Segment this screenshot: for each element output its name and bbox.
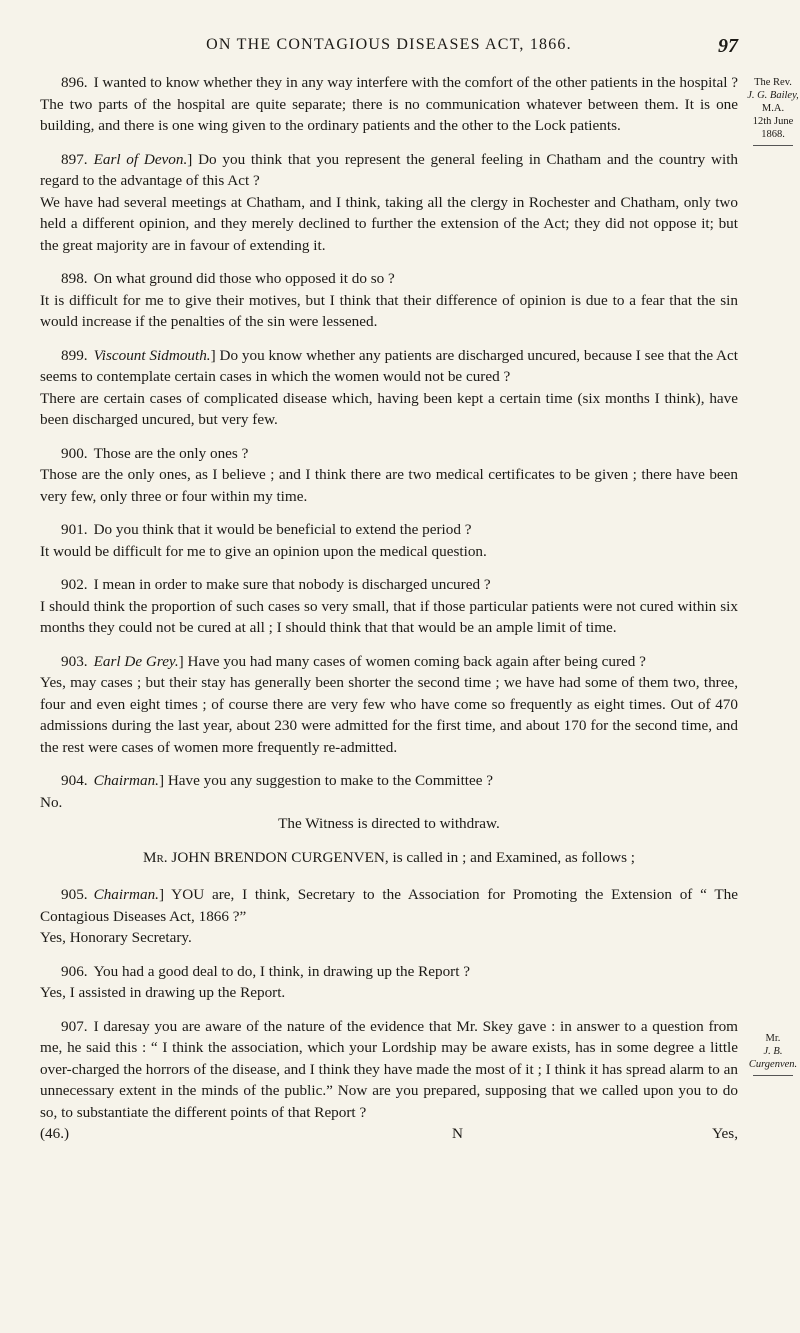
question-number: 902. xyxy=(61,576,88,593)
question-number: 906. xyxy=(61,962,88,980)
sheet-mark: N xyxy=(452,1125,463,1142)
running-title: ON THE CONTAGIOUS DISEASES ACT, 1866. xyxy=(206,36,572,53)
question-number: 905. xyxy=(61,886,88,903)
margin-note-name: J. G. Bailey, xyxy=(747,90,799,101)
margin-note-line: Mr. xyxy=(765,1033,781,1044)
evidence-entry xyxy=(40,519,738,562)
signature-mark: (46.) xyxy=(40,1125,70,1142)
evidence-entry: 897. Earl of Devon.] Do you think that you represent the general feeling in Chatham and the country with regard to the advantage of this Act ? We have had several meetings at Chatham, and I think, taking all the clergy in Rochester and Chatham, only two held a different opinion, and they merely declined to further the extension of the Act; they did not oppose it; but the great majority are in favour of extending it. xyxy=(40,149,738,257)
answer-text: I should think the proportion of such cases so very small, that if those particular patients were not cured within six months they could not be cured at all ; I should think that that would be an ample limit of time. xyxy=(40,597,738,636)
evidence-entry xyxy=(40,268,738,333)
speaker-name: Viscount Sidmouth. xyxy=(93,346,211,364)
answer-text: Yes, may cases ; but their stay has generally been shorter the second time ; we have had some of them two, three, four and even eight times ; of course there are very few who have come so frequently as eight times. Out of 470 admissions during the last year, about 230 were admitted for the first time, and about 170 for the second time, and the rest were cases of women more frequently re-admitted. xyxy=(40,674,738,756)
margin-rule xyxy=(753,1075,793,1076)
page-number: 97 xyxy=(718,35,738,57)
margin-note-witness-curgenven xyxy=(743,1032,800,1076)
evidence-entry xyxy=(40,72,738,137)
margin-rule xyxy=(753,145,793,146)
question-text: Do you think that it would be beneficial to extend the period ? xyxy=(93,521,472,538)
evidence-entry xyxy=(40,961,738,1004)
speaker-name: Chairman. xyxy=(93,772,159,789)
witness-intro xyxy=(40,847,738,869)
question-text: Have you any suggestion to make to the Committee ? xyxy=(167,772,494,789)
evidence-entry xyxy=(40,574,738,639)
question-text: On what ground did those who opposed it do so ? xyxy=(93,270,395,287)
question-text: You had a good deal to do, I think, in drawing up the Report ? xyxy=(93,962,470,980)
question-text: I wanted to know whether they in any way interfere with the comfort of the other patients in the hospital ? xyxy=(93,74,739,91)
evidence-entry xyxy=(40,443,738,508)
withdraw-note: The Witness is directed to withdraw. xyxy=(278,815,500,832)
question-text: Do you know whether any patients are discharged uncured, because I see that the Act seems to contemplate certain cases in which the women would not be cured ? xyxy=(40,346,738,385)
question-text: Have you had many cases of women coming back again after being cured ? xyxy=(187,652,646,670)
question-number: 901. xyxy=(61,521,88,538)
answer-text: No. xyxy=(40,793,63,811)
question-text: Those are the only ones ? xyxy=(93,444,249,462)
evidence-entry: 903. Earl De Grey.] Have you had many cases of women coming back again after being cured ? Yes, may cases ; but their stay has generally been shorter the second time ; we have had some of them two, three, four and even eight times ; of course there are very few who have come so frequently as eight times. Out of 470 admissions during the last year, about 230 were admitted for the first time, and about 170 for the second time, and the rest were cases of women more frequently re-admitted. xyxy=(40,651,738,759)
speaker-name: Chairman. xyxy=(93,886,159,903)
question-number: 899. xyxy=(61,346,88,364)
evidence-entry xyxy=(40,1016,738,1124)
evidence-entry: 905. Chairman.] YOU are, I think, Secretary to the Association for Promoting the Extension of “ The Contagious Diseases Act, 1866 ?” Yes, Honorary Secretary. xyxy=(40,884,738,949)
evidence-entry: 904. Chairman.] Have you any suggestion to make to the Committee ? No. The Witness is directed to withdraw. xyxy=(40,770,738,835)
answer-text: There are certain cases of complicated disease which, having been kept a certain time (six months I think), have been discharged uncured, but very few. xyxy=(40,389,738,428)
evidence-body xyxy=(40,72,738,1145)
question-text: Do you think that you represent the general feeling in Chatham and the country with regard to the advantage of this Act ? xyxy=(40,150,739,189)
question-number: 904. xyxy=(61,772,88,789)
question-number: 897. xyxy=(61,150,88,168)
speaker-name: Earl De Grey. xyxy=(93,652,179,670)
margin-note-date: 12th June 1868. xyxy=(752,116,794,140)
answer-text: The two parts of the hospital are quite separate; there is no communication whatever between them. It is one building, and there is one wing given to the ordinary patients and the other to the Lock patients. xyxy=(40,95,738,134)
question-number: 903. xyxy=(61,652,88,670)
answer-text: Those are the only ones, as I believe ; and I think there are two medical certificates to be given ; there have been very few, only three or four within my time. xyxy=(40,466,738,505)
question-text: YOU are, I think, Secretary to the Association for Promoting the Extension of “ The Contagious Diseases Act, 1866 ?” xyxy=(40,886,738,925)
page-header xyxy=(40,36,738,58)
question-text: I mean in order to make sure that nobody is discharged uncured ? xyxy=(93,576,491,593)
question-number: 907. xyxy=(61,1017,88,1035)
margin-note-line: The Rev. xyxy=(754,77,792,88)
question-text: I daresay you are aware of the nature of the evidence that Mr. Skey gave : in answer to a question from me, he said this : “ I think the association, which your Lordship may be aware exists, has in some degree a little over-charged the horrors of the disease, and I think they have made the most of it ; I think it has spread alarm to an unnecessary extent in the minds of the public.” Now are you prepared, supposing that we called upon you to do so, to substantiate the different points of that Report ? xyxy=(40,1017,738,1121)
catchword: Yes, xyxy=(712,1125,738,1142)
answer-text: Yes, Honorary Secretary. xyxy=(40,929,192,946)
answer-text: It would be difficult for me to give an opinion upon the medical question. xyxy=(40,542,487,560)
witness-name: JOHN BRENDON CURGENVEN, xyxy=(171,848,389,866)
margin-note-witness-bailey xyxy=(743,76,800,146)
evidence-entry: 899. Viscount Sidmouth.] Do you know whether any patients are discharged uncured, because I see that the Act seems to contemplate certain cases in which the women would not be cured ? There are certain cases of complicated disease which, having been kept a certain time (six months I think), have been discharged uncured, but very few. xyxy=(40,345,738,431)
speaker-name: Earl of Devon. xyxy=(93,150,188,168)
margin-note-name: J. B. Curgenven. xyxy=(748,1046,798,1070)
answer-text: Yes, I assisted in drawing up the Report. xyxy=(40,984,286,1001)
answer-text: We have had several meetings at Chatham, and I think, taking all the clergy in Rochester and Chatham, only two held a different opinion, and they merely declined to further the extension of the Act; they did not oppose it; but the great majority are in favour of extending it. xyxy=(40,193,738,254)
witness-title: Mr. xyxy=(142,848,168,866)
witness-intro-rest: is called in ; and Examined, as follows ; xyxy=(392,848,636,866)
answer-text: It is difficult for me to give their motives, but I think that their difference of opinion is due to a fear that the sin would increase if the penalties of the sin were lessened. xyxy=(40,291,738,330)
question-number: 898. xyxy=(61,270,88,287)
page-footer xyxy=(40,1123,738,1145)
question-number: 900. xyxy=(61,444,88,462)
question-number: 896. xyxy=(61,74,88,91)
margin-note-degree: M.A. xyxy=(761,103,785,114)
